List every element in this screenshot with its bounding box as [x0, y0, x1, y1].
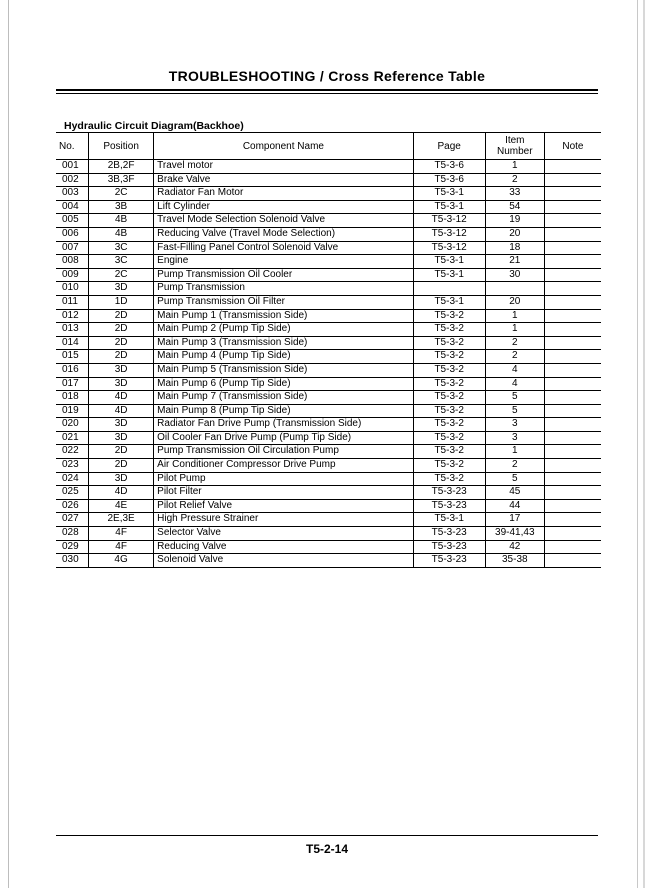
cell-component-name: Reducing Valve (Travel Mode Selection) [154, 227, 413, 241]
cell-no: 030 [56, 554, 89, 568]
table-row [56, 187, 601, 201]
cell-note [544, 200, 601, 214]
cell-no: 026 [56, 499, 89, 513]
cell-no: 021 [56, 431, 89, 445]
cell-no: 006 [56, 227, 89, 241]
table-row [56, 309, 601, 323]
cell-position: 4B [89, 214, 154, 228]
cell-position: 4D [89, 391, 154, 405]
cell-note [544, 309, 601, 323]
table-row [56, 173, 601, 187]
cell-no: 012 [56, 309, 89, 323]
cell-note [544, 418, 601, 432]
cell-no: 017 [56, 377, 89, 391]
cell-item-number: 19 [485, 214, 544, 228]
cell-no: 009 [56, 268, 89, 282]
cell-page: T5-3-2 [413, 336, 485, 350]
table-row [56, 295, 601, 309]
cell-item-number: 2 [485, 350, 544, 364]
table-row [56, 227, 601, 241]
cell-component-name: Main Pump 7 (Transmission Side) [154, 391, 413, 405]
cell-no: 016 [56, 363, 89, 377]
cell-component-name: Main Pump 3 (Transmission Side) [154, 336, 413, 350]
cell-page: T5-3-1 [413, 513, 485, 527]
cell-page: T5-3-6 [413, 160, 485, 174]
cell-note [544, 363, 601, 377]
table-row [56, 472, 601, 486]
cell-item-number: 2 [485, 459, 544, 473]
section-subtitle: Hydraulic Circuit Diagram(Backhoe) [64, 120, 244, 132]
cell-no: 024 [56, 472, 89, 486]
cell-position: 3D [89, 418, 154, 432]
cell-component-name: Selector Valve [154, 527, 413, 541]
table-row [56, 200, 601, 214]
cell-component-name: Brake Valve [154, 173, 413, 187]
header-component-name: Component Name [154, 133, 413, 160]
cell-position: 3D [89, 431, 154, 445]
table-row [56, 404, 601, 418]
table-row [56, 282, 601, 296]
cell-item-number: 5 [485, 404, 544, 418]
cell-no: 018 [56, 391, 89, 405]
cell-component-name: Air Conditioner Compressor Drive Pump [154, 459, 413, 473]
cell-note [544, 227, 601, 241]
header-item-number [485, 133, 544, 160]
cell-note [544, 459, 601, 473]
cell-page: T5-3-12 [413, 214, 485, 228]
table-row [56, 418, 601, 432]
table-row [56, 445, 601, 459]
cell-note [544, 350, 601, 364]
cell-item-number: 1 [485, 323, 544, 337]
cell-component-name: Radiator Fan Drive Pump (Transmission Side) [154, 418, 413, 432]
cell-note [544, 391, 601, 405]
cell-item-number: 18 [485, 241, 544, 255]
header-no: No. [56, 133, 89, 160]
cell-item-number: 30 [485, 268, 544, 282]
header-item-line2: Number [497, 146, 533, 157]
cell-position: 4D [89, 486, 154, 500]
cell-note [544, 282, 601, 296]
cell-position: 4G [89, 554, 154, 568]
cell-note [544, 431, 601, 445]
cell-no: 025 [56, 486, 89, 500]
cell-item-number: 20 [485, 227, 544, 241]
cell-item-number: 17 [485, 513, 544, 527]
page-number: T5-2-14 [305, 842, 349, 856]
cell-no: 022 [56, 445, 89, 459]
cell-position: 3D [89, 363, 154, 377]
table-row [56, 255, 601, 269]
table-row [56, 391, 601, 405]
cell-note [544, 513, 601, 527]
cell-item-number: 20 [485, 295, 544, 309]
cell-position: 2C [89, 268, 154, 282]
cell-position: 3C [89, 241, 154, 255]
cell-no: 002 [56, 173, 89, 187]
cell-no: 028 [56, 527, 89, 541]
cell-component-name: Main Pump 5 (Transmission Side) [154, 363, 413, 377]
cell-page: T5-3-1 [413, 187, 485, 201]
table-row [56, 363, 601, 377]
cell-item-number: 2 [485, 336, 544, 350]
cell-page: T5-3-6 [413, 173, 485, 187]
cell-component-name: High Pressure Strainer [154, 513, 413, 527]
cell-component-name: Pump Transmission Oil Circulation Pump [154, 445, 413, 459]
cell-position: 4E [89, 499, 154, 513]
header-item-line1: Item [505, 135, 525, 146]
cell-item-number: 54 [485, 200, 544, 214]
header-page: Page [413, 133, 485, 160]
cell-note [544, 336, 601, 350]
cell-page: T5-3-2 [413, 459, 485, 473]
cell-page: T5-3-2 [413, 350, 485, 364]
page-title: TROUBLESHOOTING / Cross Reference Table [168, 68, 486, 84]
cell-note [544, 486, 601, 500]
cell-note [544, 187, 601, 201]
cell-component-name: Travel Mode Selection Solenoid Valve [154, 214, 413, 228]
cell-note [544, 527, 601, 541]
cell-page: T5-3-2 [413, 309, 485, 323]
cell-page: T5-3-23 [413, 486, 485, 500]
cell-item-number: 4 [485, 363, 544, 377]
cell-position: 3D [89, 472, 154, 486]
cell-component-name: Main Pump 4 (Pump Tip Side) [154, 350, 413, 364]
cell-position: 4F [89, 540, 154, 554]
table-row [56, 431, 601, 445]
cell-no: 015 [56, 350, 89, 364]
cell-page: T5-3-2 [413, 431, 485, 445]
table-row [56, 241, 601, 255]
cell-item-number: 21 [485, 255, 544, 269]
cell-position: 2E,3E [89, 513, 154, 527]
cell-page: T5-3-1 [413, 268, 485, 282]
cell-position: 4D [89, 404, 154, 418]
cell-item-number: 45 [485, 486, 544, 500]
page-edge-right [637, 0, 638, 888]
title-rule-thin [56, 93, 598, 94]
cell-item-number: 2 [485, 173, 544, 187]
table-row [56, 323, 601, 337]
cell-position: 2D [89, 445, 154, 459]
page-edge-left [8, 0, 9, 888]
cell-item-number: 5 [485, 391, 544, 405]
cell-position: 2D [89, 323, 154, 337]
cell-page: T5-3-1 [413, 255, 485, 269]
cell-page: T5-3-23 [413, 499, 485, 513]
table-row [56, 336, 601, 350]
cell-item-number: 42 [485, 540, 544, 554]
cell-item-number: 1 [485, 445, 544, 459]
cell-note [544, 377, 601, 391]
cell-item-number [485, 282, 544, 296]
cell-note [544, 554, 601, 568]
cell-note [544, 445, 601, 459]
cell-item-number: 44 [485, 499, 544, 513]
table-row [56, 554, 601, 568]
cell-page: T5-3-2 [413, 391, 485, 405]
cell-component-name: Pump Transmission Oil Filter [154, 295, 413, 309]
cell-page: T5-3-23 [413, 554, 485, 568]
cell-item-number: 3 [485, 418, 544, 432]
cell-page: T5-3-12 [413, 227, 485, 241]
table-header-row [56, 133, 601, 160]
cell-page [413, 282, 485, 296]
cell-item-number: 1 [485, 309, 544, 323]
cell-position: 4F [89, 527, 154, 541]
cell-component-name: Main Pump 6 (Pump Tip Side) [154, 377, 413, 391]
cell-note [544, 540, 601, 554]
cell-no: 008 [56, 255, 89, 269]
cell-no: 005 [56, 214, 89, 228]
cell-note [544, 404, 601, 418]
cell-item-number: 5 [485, 472, 544, 486]
cell-note [544, 214, 601, 228]
cell-no: 001 [56, 160, 89, 174]
table-row [56, 540, 601, 554]
cell-component-name: Pilot Filter [154, 486, 413, 500]
cell-component-name: Pump Transmission Oil Cooler [154, 268, 413, 282]
cell-page: T5-3-2 [413, 377, 485, 391]
header-position: Position [89, 133, 154, 160]
cell-position: 4B [89, 227, 154, 241]
cell-no: 027 [56, 513, 89, 527]
table-row [56, 214, 601, 228]
cell-position: 3D [89, 282, 154, 296]
table-row [56, 350, 601, 364]
table-row [56, 527, 601, 541]
cell-no: 014 [56, 336, 89, 350]
cell-position: 1D [89, 295, 154, 309]
cell-page: T5-3-1 [413, 295, 485, 309]
cell-note [544, 173, 601, 187]
cell-position: 3B [89, 200, 154, 214]
cell-position: 2D [89, 309, 154, 323]
cell-page: T5-3-12 [413, 241, 485, 255]
cell-no: 011 [56, 295, 89, 309]
cell-item-number: 35-38 [485, 554, 544, 568]
cell-component-name: Main Pump 1 (Transmission Side) [154, 309, 413, 323]
cell-page: T5-3-2 [413, 418, 485, 432]
cross-reference-table [56, 132, 601, 568]
cell-item-number: 3 [485, 431, 544, 445]
cell-component-name: Pilot Relief Valve [154, 499, 413, 513]
cell-page: T5-3-23 [413, 540, 485, 554]
table-row [56, 486, 601, 500]
cell-item-number: 33 [485, 187, 544, 201]
cell-component-name: Radiator Fan Motor [154, 187, 413, 201]
cell-note [544, 160, 601, 174]
cell-position: 3B,3F [89, 173, 154, 187]
cell-component-name: Travel motor [154, 160, 413, 174]
cell-item-number: 4 [485, 377, 544, 391]
cell-page: T5-3-2 [413, 445, 485, 459]
cell-position: 2D [89, 350, 154, 364]
cell-page: T5-3-2 [413, 363, 485, 377]
cell-position: 3C [89, 255, 154, 269]
table-row [56, 160, 601, 174]
cell-note [544, 268, 601, 282]
table-row [56, 513, 601, 527]
cell-no: 004 [56, 200, 89, 214]
cell-component-name: Pump Transmission [154, 282, 413, 296]
cell-no: 020 [56, 418, 89, 432]
cell-no: 019 [56, 404, 89, 418]
cell-no: 007 [56, 241, 89, 255]
cell-note [544, 255, 601, 269]
table-row [56, 499, 601, 513]
cell-no: 013 [56, 323, 89, 337]
cell-no: 010 [56, 282, 89, 296]
cell-note [544, 323, 601, 337]
cell-page: T5-3-1 [413, 200, 485, 214]
cell-component-name: Lift Cylinder [154, 200, 413, 214]
cell-position: 2C [89, 187, 154, 201]
cell-item-number: 1 [485, 160, 544, 174]
cell-item-number: 39-41,43 [485, 527, 544, 541]
cell-note [544, 472, 601, 486]
footer-rule [56, 835, 598, 836]
cell-component-name: Main Pump 8 (Pump Tip Side) [154, 404, 413, 418]
cell-page: T5-3-2 [413, 323, 485, 337]
cell-component-name: Main Pump 2 (Pump Tip Side) [154, 323, 413, 337]
cell-position: 2B,2F [89, 160, 154, 174]
title-rule-thick [56, 89, 598, 91]
cell-position: 2D [89, 336, 154, 350]
table-row [56, 459, 601, 473]
cell-no: 029 [56, 540, 89, 554]
cell-component-name: Solenoid Valve [154, 554, 413, 568]
cell-position: 3D [89, 377, 154, 391]
cell-component-name: Engine [154, 255, 413, 269]
page-edge-right-shadow [643, 0, 645, 888]
cell-note [544, 499, 601, 513]
table-row [56, 268, 601, 282]
cell-page: T5-3-2 [413, 404, 485, 418]
cell-component-name: Pilot Pump [154, 472, 413, 486]
cell-component-name: Oil Cooler Fan Drive Pump (Pump Tip Side) [154, 431, 413, 445]
cell-component-name: Fast-Filling Panel Control Solenoid Valve [154, 241, 413, 255]
header-note: Note [544, 133, 601, 160]
table-row [56, 377, 601, 391]
cell-position: 2D [89, 459, 154, 473]
cell-no: 023 [56, 459, 89, 473]
cell-component-name: Reducing Valve [154, 540, 413, 554]
cell-note [544, 295, 601, 309]
cell-page: T5-3-23 [413, 527, 485, 541]
cell-note [544, 241, 601, 255]
cell-no: 003 [56, 187, 89, 201]
cell-page: T5-3-2 [413, 472, 485, 486]
